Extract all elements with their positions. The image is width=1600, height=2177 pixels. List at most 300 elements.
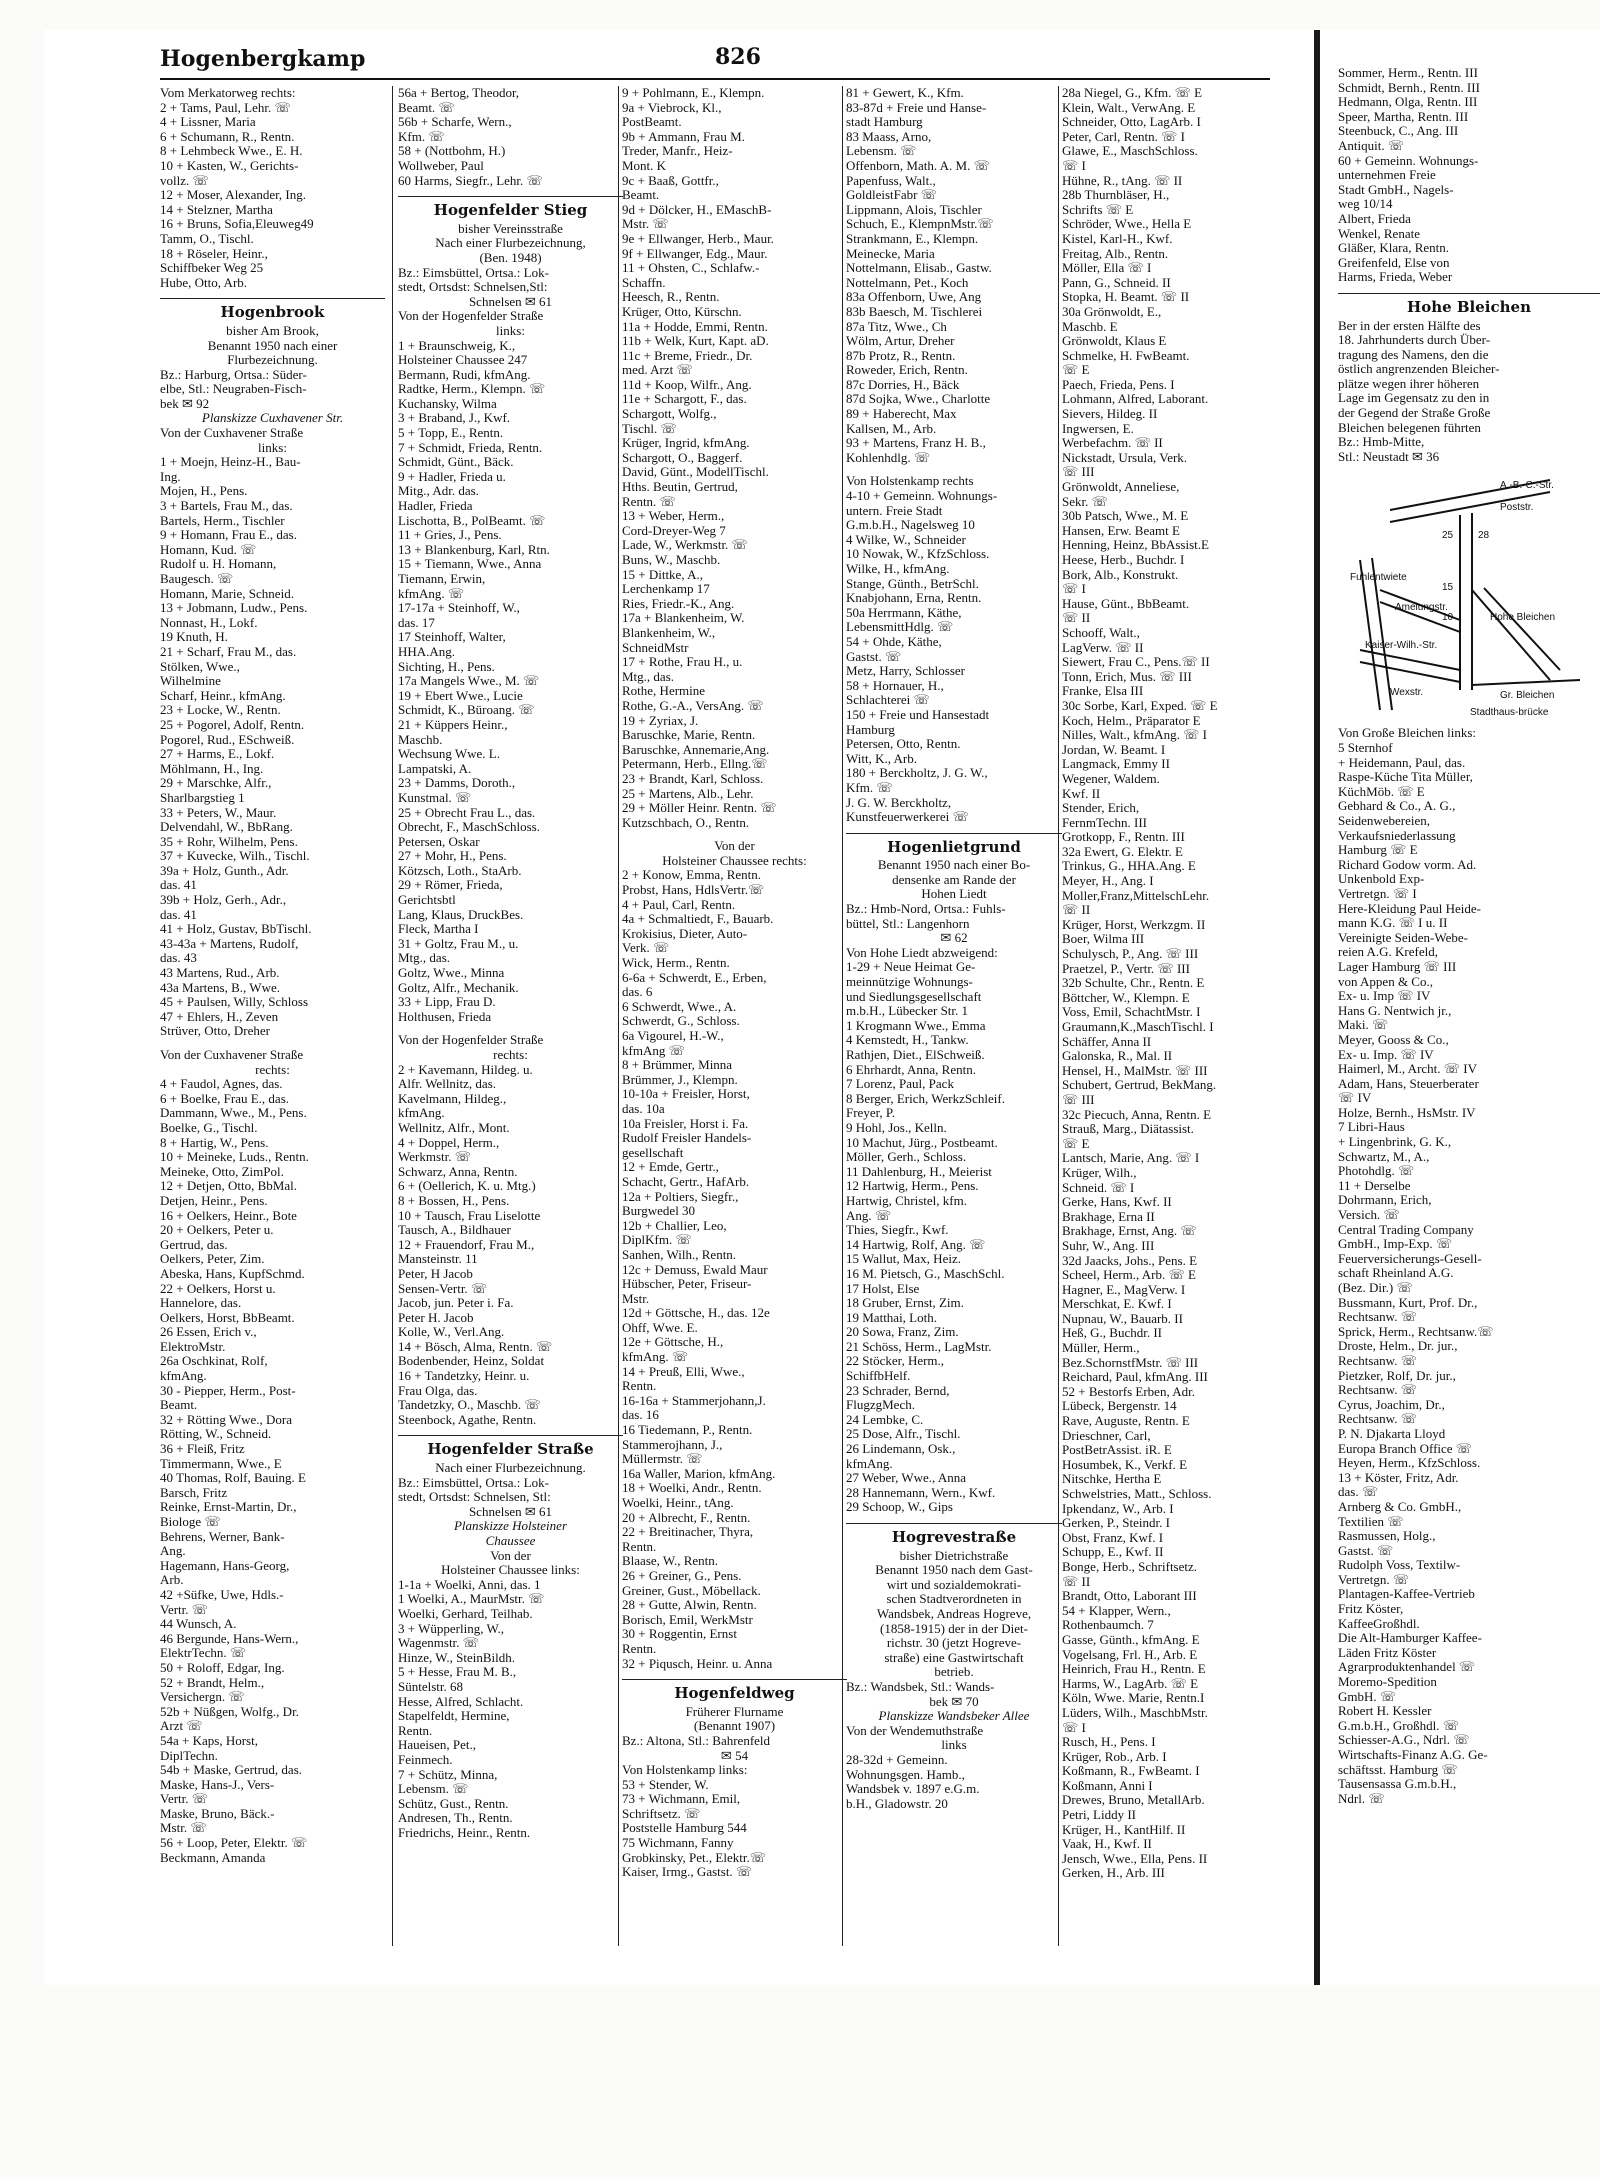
street-heading: Hogrevestraße: [846, 1523, 1062, 1545]
directory-entry: Mstr.: [622, 1291, 650, 1306]
column-divider: [392, 86, 393, 1946]
directory-entry: 23 + Brandt, Karl, Schloss.: [622, 771, 764, 786]
directory-entry: Obst, Franz, Kwf. I: [1062, 1530, 1164, 1545]
directory-entry: 6 Ehrhardt, Anna, Rentn.: [846, 1062, 976, 1077]
column-divider: [618, 86, 619, 1946]
directory-entry: 1 Woelki, A., MaurMstr. ☏: [398, 1592, 545, 1607]
directory-entry: Peter H. Jacob: [398, 1310, 474, 1325]
directory-entry: Robert H. Kessler: [1338, 1704, 1432, 1719]
directory-entry: Gerken, P., Steindr. I: [1062, 1516, 1170, 1531]
directory-entry: 29 + Römer, Frieda,: [398, 878, 503, 893]
directory-entry: Peter, H Jacob: [398, 1266, 473, 1281]
directory-entry: 30c Sorbe, Karl, Exped. ☏ E: [1062, 698, 1218, 713]
directory-entry: Mtg., das.: [398, 951, 450, 966]
directory-entry: Krüger, Horst, Werkzgm. II: [1062, 917, 1206, 932]
directory-entry: 54 + Ohde, Käthe,: [846, 634, 942, 649]
directory-entry: Voss, Emil, SchachtMstr. I: [1062, 1005, 1201, 1020]
directory-entry: 43-43a + Martens, Rudolf,: [160, 936, 299, 951]
directory-entry: Kavelmann, Hildeg.,: [398, 1091, 507, 1106]
directory-entry: 32b Schulte, Chr., Rentn. E: [1062, 976, 1205, 991]
directory-entry: Glawe, E., MaschSchloss.: [1062, 144, 1198, 159]
directory-entry: ☏ II: [1062, 903, 1091, 918]
directory-entry: Wechsung Wwe. L.: [398, 747, 500, 762]
directory-entry: ☏ I: [1062, 158, 1086, 173]
map-label: Hohe Bleichen: [1490, 612, 1556, 624]
directory-entry: 50 + Roloff, Edgar, Ing.: [160, 1660, 285, 1675]
directory-entry: 12 + Detjen, Otto, BbMal.: [160, 1179, 297, 1194]
directory-entry: 14 + Bösch, Alma, Rentn. ☏: [398, 1339, 553, 1354]
directory-entry: Bz.: Harburg, Ortsa.: Süder-: [160, 367, 307, 382]
directory-entry: 9a + Viebrock, Kl.,: [622, 100, 722, 115]
directory-entry: Lischotta, B., PolBeamt. ☏: [398, 513, 546, 528]
directory-entry: 19 Knuth, H.: [160, 630, 228, 645]
directory-entry: 20 + Oelkers, Peter u.: [160, 1223, 274, 1238]
directory-entry: 10 + Tausch, Frau Liselotte: [398, 1208, 541, 1223]
directory-entry: 36 + Fleiß, Fritz: [160, 1442, 245, 1457]
directory-entry: 5 + Topp, E., Rentn.: [398, 426, 504, 441]
directory-entry: Brandt, Otto, Laborant III: [1062, 1589, 1197, 1604]
directory-entry: Versich. ☏: [1338, 1208, 1400, 1223]
directory-entry: 9d + Dölcker, H., EMaschB-: [622, 202, 772, 217]
street-note: rechts:: [493, 1048, 528, 1062]
directory-entry: 45 + Paulsen, Willy, Schloss: [160, 995, 309, 1010]
street-note: straße) eine Gastwirtschaft: [884, 1650, 1024, 1665]
directory-entry: Tonn, Erich, Mus. ☏ III: [1062, 669, 1192, 684]
directory-entry: Schaffn.: [622, 275, 666, 290]
directory-entry: 87c Dorries, H., Bäck: [846, 377, 960, 392]
directory-entry: Sharlbargstieg 1: [160, 790, 245, 805]
directory-entry: Möller, Gerh., Schloss.: [846, 1150, 967, 1165]
directory-entry: 26 Essen, Erich v.,: [160, 1325, 257, 1340]
directory-entry: 9 Hohl, Jos., Kelln.: [846, 1120, 947, 1135]
directory-entry: Cord-Dreyer-Weg 7: [622, 523, 726, 538]
directory-entry: Gerichtsbtl: [398, 893, 456, 908]
directory-entry: Bz.: Altona, Stl.: Bahrenfeld: [622, 1733, 771, 1748]
street-note: links:: [258, 440, 287, 455]
directory-entry: 17a Mangels Wwe., M. ☏: [398, 674, 540, 689]
directory-entry: Krüger, H., KantHilf. II: [1062, 1822, 1186, 1837]
directory-entry: 28 Hannemann, Wern., Kwf.: [846, 1485, 996, 1500]
directory-entry: Rechtsanw. ☏: [1338, 1353, 1417, 1368]
directory-entry: 11c + Breme, Friedr., Dr.: [622, 348, 753, 363]
directory-entry: Mstr. ☏: [160, 1821, 207, 1836]
directory-entry: 8 Berger, Erich, WerkzSchleif.: [846, 1091, 1005, 1106]
directory-entry: Droste, Helm., Dr. jur.,: [1338, 1339, 1458, 1354]
directory-entry: 23 + Locke, W., Rentn.: [160, 703, 281, 718]
directory-entry: Delvendahl, W., BbRang.: [160, 820, 293, 835]
directory-entry: 150 + Freie und Hansestadt: [846, 707, 990, 722]
directory-entry: Roweder, Erich, Rentn.: [846, 363, 968, 378]
directory-entry: Bodenbender, Heinz, Soldat: [398, 1354, 545, 1369]
map-label: Amelungstr.: [1395, 602, 1448, 614]
directory-entry: 20 Sowa, Franz, Zim.: [846, 1325, 959, 1340]
directory-entry: Wirtschafts-Finanz A.G. Ge-: [1338, 1748, 1488, 1762]
directory-entry: Woelki, Heinr., tAng.: [622, 1496, 734, 1510]
directory-entry: SchneidMstr: [622, 640, 689, 655]
directory-entry: Heinrich, Frau H., Rentn. E: [1062, 1662, 1206, 1677]
directory-entry: 42 +Süfke, Uwe, Hdls.-: [160, 1587, 284, 1602]
directory-entry: 11 + Derselbe: [1338, 1178, 1411, 1193]
directory-entry: Henning, Heinz, BbAssist.E: [1062, 538, 1209, 553]
directory-entry: untern. Freie Stadt: [846, 503, 943, 518]
directory-entry: Langmack, Emmy II: [1062, 757, 1170, 772]
directory-entry: Hansen, Erw. Beamt E: [1062, 523, 1180, 538]
directory-entry: Ber in der ersten Hälfte des: [1338, 318, 1481, 333]
directory-entry: 87a Titz, Wwe., Ch: [846, 319, 947, 334]
directory-entry: Grotkopp, F., Rentn. III: [1062, 830, 1185, 845]
directory-entry: 15 Wallut, Max, Heiz.: [846, 1252, 961, 1267]
directory-entry: 87d Sojka, Wwe., Charlotte: [846, 392, 991, 407]
directory-entry: Haimerl, M., Archt. ☏ IV: [1338, 1062, 1478, 1077]
directory-entry: 21 + Scharf, Frau M., das.: [160, 644, 297, 659]
directory-entry: Siewert, Frau C., Pens.☏ II: [1062, 655, 1210, 670]
directory-entry: ☏ II: [1062, 611, 1091, 626]
directory-entry: meinnützige Wohnungs-: [846, 975, 973, 990]
street-note: Von der: [714, 839, 755, 854]
street-note: Früherer Flurname: [685, 1704, 784, 1719]
directory-entry: 13 + Blankenburg, Karl, Rtn.: [398, 542, 550, 557]
directory-entry: 27 + Mohr, H., Pens.: [398, 849, 507, 864]
directory-entry: Grönwoldt, Klaus E: [1062, 334, 1167, 349]
directory-entry: PostBetrAssist. iR. E: [1062, 1443, 1172, 1458]
directory-entry: Bz.: Hmb-Nord, Ortsa.: Fuhls-: [846, 902, 1006, 917]
street-map-svg: [1350, 470, 1590, 720]
directory-entry: Treder, Manfr., Heiz-: [622, 144, 733, 159]
directory-entry: Kfm. ☏: [398, 129, 445, 144]
directory-entry: Richard Godow vorm. Ad.: [1338, 857, 1477, 872]
directory-entry: 22 + Breitinacher, Thyra,: [622, 1525, 754, 1540]
directory-entry: Kutzschbach, O., Rentn.: [622, 815, 750, 830]
directory-entry: 16-16a + Stammerjohann,J.: [622, 1393, 766, 1408]
directory-entry: G.m.b.H., Großhdl. ☏: [1338, 1718, 1459, 1733]
directory-entry: Scharf, Heinr., kfmAng.: [160, 688, 286, 703]
directory-entry: Wölm, Artur, Dreher: [846, 334, 955, 349]
directory-entry: Tausensassa G.m.b.H.,: [1338, 1777, 1457, 1792]
directory-entry: Steenbuck, C., Ang. III: [1338, 124, 1459, 139]
directory-entry: Brümmer, J., Klempn.: [622, 1072, 738, 1087]
directory-entry: 60 + Gemeinn. Wohnungs-: [1338, 153, 1479, 168]
directory-entry: Beamt. ☏: [398, 100, 455, 115]
directory-entry: Frau Olga, das.: [398, 1383, 478, 1398]
directory-entry: Lübeck, Bergenstr. 14: [1062, 1399, 1177, 1414]
directory-entry: Europa Branch Office ☏: [1338, 1441, 1473, 1456]
directory-entry: ☏ I: [1062, 582, 1086, 597]
directory-entry: 87b Protz, R., Rentn.: [846, 348, 956, 363]
directory-entry: ☏ II: [1062, 1574, 1091, 1589]
directory-entry: 17a + Blankenheim, W.: [622, 611, 745, 626]
street-note: (Ben. 1948): [479, 250, 542, 265]
directory-entry: Hans G. Nentwich jr.,: [1338, 1003, 1452, 1018]
directory-entry: Goltz, Wwe., Minna: [398, 966, 505, 981]
directory-entry: Goltz, Alfr., Mechanik.: [398, 980, 519, 995]
block-separator: [398, 1024, 623, 1033]
directory-entry: 28a Niegel, G., Kfm. ☏ E: [1062, 86, 1203, 100]
directory-entry: Rothe, G.-A., VersAng. ☏: [622, 698, 764, 713]
directory-entry: das. 17: [398, 615, 435, 630]
directory-entry: Lerchenkamp 17: [622, 582, 710, 597]
directory-entry: Rothe, Hermine: [622, 684, 706, 699]
directory-entry: 12d + Göttsche, H., das. 12e: [622, 1306, 770, 1321]
directory-entry: 58 + (Nottbohm, H.): [398, 144, 506, 159]
directory-entry: Drieschner, Carl,: [1062, 1428, 1151, 1443]
directory-entry: Kötzsch, Loth., StaArb.: [398, 863, 522, 878]
directory-entry: Hartwig, Christel, kfm.: [846, 1193, 967, 1208]
block-separator: [160, 1039, 385, 1048]
directory-entry: 14 + Preuß, Elli, Wwe.,: [622, 1364, 745, 1379]
directory-entry: Ries, Friedr.-K., Ang.: [622, 596, 735, 611]
street-note: (Benannt 1907): [693, 1719, 776, 1734]
directory-entry: Hühne, R., tAng. ☏ II: [1062, 173, 1183, 188]
directory-entry: Nitschke, Hertha E: [1062, 1472, 1162, 1487]
directory-entry: Seidenwebereien,: [1338, 814, 1431, 828]
facing-page: [1320, 30, 1600, 1985]
directory-entry: Plantagen-Kaffee-Vertrieb: [1338, 1587, 1475, 1602]
directory-entry: 8 + Lehmbeck Wwe., E. H.: [160, 144, 303, 159]
directory-entry: Krüger, Otto, Kürschn.: [622, 304, 742, 319]
directory-entry: Rentn.: [398, 1723, 433, 1738]
directory-entry: Holsteiner Chaussee 247: [398, 353, 528, 368]
directory-entry: Wegener, Waldem.: [1062, 771, 1160, 786]
directory-entry: 37 + Kuvecke, Wilh., Tischl.: [160, 849, 310, 864]
directory-entry: Schütz, Gust., Rentn.: [398, 1796, 509, 1811]
directory-entry: Wilhelmine: [160, 674, 221, 689]
directory-entry: 18 + Woelki, Andr., Rentn.: [622, 1481, 762, 1496]
map-label: Fuhlentwiete: [1350, 572, 1407, 584]
directory-entry: Schargott, O., Baggerf.: [622, 450, 743, 465]
directory-entry: Buns, W., Maschb.: [622, 553, 721, 567]
directory-entry: Kunstmal. ☏: [398, 790, 472, 805]
directory-entry: 21 + Küppers Heinr.,: [398, 717, 508, 732]
directory-entry: 2 + Kavemann, Hildeg. u.: [398, 1062, 533, 1077]
directory-entry: Hensel, H., MalMstr. ☏ III: [1062, 1063, 1208, 1078]
directory-entry: Jensch, Wwe., Ella, Pens. II: [1062, 1851, 1208, 1866]
street-note: (1858-1915) der in der Diet-: [879, 1621, 1028, 1636]
directory-entry: Scheel, Herm., Arb. ☏ E: [1062, 1268, 1196, 1283]
street-sketch-map: [1350, 470, 1590, 720]
street-note: Benannt 1950 nach einer Bo-: [877, 858, 1031, 873]
directory-entry: Nickstadt, Ursula, Verk.: [1062, 450, 1188, 465]
directory-entry: Thies, Siegfr., Kwf.: [846, 1223, 949, 1238]
directory-entry: Petersen, Oskar: [398, 834, 480, 849]
directory-entry: Schneider, Otto, LagArb. I: [1062, 115, 1201, 130]
directory-entry: Gerke, Hans, Kwf. II: [1062, 1195, 1172, 1210]
directory-entry: Maschb. E: [1062, 319, 1118, 334]
directory-entry: 4 + Lissner, Maria: [160, 115, 256, 130]
directory-entry: 20 + Albrecht, F., Rentn.: [622, 1510, 751, 1525]
directory-entry: Agrarproduktenhandel ☏: [1338, 1660, 1476, 1675]
directory-entry: FlugzgMech.: [846, 1398, 915, 1413]
directory-entry: Knabjohann, Erna, Rentn.: [846, 591, 982, 606]
directory-entry: 28-32d + Gemeinn.: [846, 1752, 948, 1767]
directory-entry: 17 Steinhoff, Walter,: [398, 630, 506, 645]
directory-entry: GmbH. ☏: [1338, 1689, 1397, 1704]
directory-entry: 53 + Stender, W.: [622, 1777, 709, 1792]
directory-entry: Merschkat, E. Kwf. I: [1062, 1297, 1172, 1312]
directory-entry: Alfr. Wellnitz, das.: [398, 1077, 497, 1092]
directory-entry: 5 Sternhof: [1338, 741, 1393, 756]
directory-entry: m.b.H., Lübecker Str. 1: [846, 1004, 969, 1019]
directory-entry: Schacht, Gertr., HafArb.: [622, 1174, 750, 1189]
street-note: schen Stadtverordneten in: [886, 1592, 1022, 1607]
directory-entry: 4a + Schmaltiedt, F., Bauarb.: [622, 912, 774, 927]
directory-entry: das. ☏: [1338, 1485, 1379, 1500]
directory-entry: 32 + Piqusch, Heinr. u. Anna: [622, 1656, 773, 1671]
directory-entry: 7 Libri-Haus: [1338, 1120, 1405, 1135]
directory-entry: Ipkendanz, W., Arb. I: [1062, 1501, 1174, 1516]
directory-entry: ☏ IV: [1338, 1091, 1372, 1106]
directory-entry: Sensen-Vertr. ☏: [398, 1281, 488, 1296]
directory-entry: 29 Schoop, W., Gips: [846, 1500, 953, 1515]
directory-entry: Dohrmann, Erich,: [1338, 1193, 1432, 1208]
directory-entry: Central Trading Company: [1338, 1222, 1474, 1237]
directory-entry: Jordan, W. Beamt. I: [1062, 742, 1166, 757]
directory-entry: Oelkers, Horst, BbBeamt.: [160, 1310, 295, 1325]
directory-entry: Koßmann, R., FwBeamt. I: [1062, 1764, 1200, 1779]
directory-entry: 28 + Gutte, Alwin, Rentn.: [622, 1598, 757, 1613]
directory-entry: LebensmittHdlg. ☏: [846, 620, 954, 635]
directory-entry: Krüger, Rob., Arb. I: [1062, 1749, 1167, 1764]
directory-entry: 30b Patsch, Wwe., M. E: [1062, 509, 1189, 524]
directory-entry: Gertrud, das.: [160, 1237, 228, 1252]
directory-entry: P. N. Djakarta Lloyd: [1338, 1426, 1446, 1441]
directory-entry: 6 + Schumann, R., Rentn.: [160, 129, 295, 144]
directory-entry: 40 Thomas, Rolf, Bauing. E: [160, 1471, 307, 1486]
street-heading: Hogenfelder Straße: [398, 1435, 623, 1457]
map-label: Kaiser-Wilh.-Str.: [1365, 640, 1438, 652]
directory-entry: 17-17a + Steinhoff, W.,: [398, 601, 520, 616]
directory-entry: Die Alt-Hamburger Kaffee-: [1338, 1631, 1482, 1646]
directory-entry: 6 Schwerdt, Wwe., A.: [622, 999, 737, 1014]
street-heading: Hogenlietgrund: [846, 833, 1062, 855]
directory-entry: 29 + Marschke, Alfr.,: [160, 776, 272, 791]
map-label: 15: [1442, 582, 1454, 594]
directory-entry: Trinkus, G., HHA.Ang. E: [1062, 859, 1196, 874]
directory-entry: Rentn.: [622, 1379, 657, 1394]
directory-entry: kfmAng. ☏: [398, 586, 465, 601]
directory-entry: Schiesser-A.G., Ndrl. ☏: [1338, 1733, 1470, 1748]
directory-entry: 43 Martens, Rud., Arb.: [160, 966, 280, 981]
directory-entry: Papenfuss, Walt.,: [846, 173, 936, 188]
directory-entry: Arb.: [160, 1573, 184, 1588]
directory-entry: ☏ I: [1062, 1720, 1086, 1735]
directory-entry: 54b + Maske, Gertrud, das.: [160, 1763, 302, 1778]
directory-entry: kfmAng.: [846, 1456, 893, 1471]
street-heading: Hogenfelder Stieg: [398, 196, 623, 218]
directory-entry: Hube, Otto, Arb.: [160, 275, 248, 290]
directory-entry: Suhr, W., Ang. III: [1062, 1238, 1155, 1253]
directory-entry: 35 + Rohr, Wilhelm, Pens.: [160, 834, 298, 849]
directory-entry: 18 Gruber, Ernst, Zim.: [846, 1296, 964, 1311]
directory-entry: 83 Maass, Arno,: [846, 129, 932, 144]
street-note: Benannt 1950 nach einer: [207, 338, 338, 353]
directory-entry: 9 + Homann, Frau E., das.: [160, 528, 297, 543]
directory-entry: Tandetzky, O., Maschb. ☏: [398, 1398, 541, 1413]
street-note: Nach einer Flurbezeichnung,: [435, 236, 586, 251]
directory-entry: 13 + Jobmann, Ludw., Pens.: [160, 601, 308, 616]
directory-entry: Sommer, Herm., Rentn. III: [1338, 66, 1478, 80]
directory-entry: 26 Lindemann, Osk.,: [846, 1442, 956, 1457]
map-label: Stadthaus-brücke: [1470, 707, 1549, 719]
street-note: links:: [496, 323, 525, 338]
directory-entry: Schooff, Walt.,: [1062, 625, 1140, 640]
directory-entry: kfmAng. ☏: [622, 1350, 689, 1365]
directory-column-1: [160, 86, 385, 1865]
directory-entry: Schmelke, H. FwBeamt.: [1062, 348, 1190, 363]
directory-entry: 24 Lembke, C.: [846, 1412, 924, 1427]
directory-entry: Gasse, Günth., kfmAng. E: [1062, 1632, 1200, 1647]
directory-entry: Schrifts ☏ E: [1062, 202, 1134, 217]
directory-entry: Schubert, Gertrud, BekMang.: [1062, 1078, 1217, 1093]
directory-entry: Vereinigte Seiden-Webe-: [1338, 930, 1468, 945]
directory-entry: 4 Wilke, W., Schneider: [846, 532, 966, 547]
directory-entry: Textilien ☏: [1338, 1514, 1404, 1529]
directory-entry: 23 + Damms, Doroth.,: [398, 776, 516, 791]
directory-entry: Meinecke, Maria: [846, 246, 935, 261]
directory-entry: Praetzel, P., Vertr. ☏ III: [1062, 961, 1190, 976]
directory-entry: KüchMöb. ☏ E: [1338, 784, 1425, 799]
directory-entry: Feuerversicherungs-Gesell-: [1338, 1251, 1482, 1266]
directory-entry: 1-29 + Neue Heimat Ge-: [846, 960, 976, 975]
directory-entry: Sekr. ☏: [1062, 494, 1108, 509]
street-note: rechts:: [255, 1062, 290, 1077]
directory-entry: Ing.: [160, 469, 181, 484]
directory-entry: Wilke, H., kfmAng.: [846, 562, 950, 576]
directory-entry: Heese, Herb., Buchdr. I: [1062, 553, 1185, 567]
directory-entry: Beckmann, Amanda: [160, 1850, 266, 1865]
directory-entry: 25 + Martens, Alb., Lehr.: [622, 786, 754, 801]
directory-entry: Lebensm. ☏: [398, 1782, 469, 1797]
directory-entry: Hedmann, Olga, Rentn. III: [1338, 95, 1478, 110]
directory-entry: Nottelmann, Elisab., Gastw.: [846, 261, 992, 276]
directory-entry: 3 + Wüpperling, W.,: [398, 1621, 505, 1636]
directory-entry: Schneid. ☏ I: [1062, 1180, 1135, 1195]
directory-entry: ElektroMstr.: [160, 1339, 226, 1354]
directory-entry: Petersen, Otto, Rentn.: [846, 737, 961, 752]
directory-entry: Sichting, H., Pens.: [398, 659, 495, 674]
directory-entry: Blaase, W., Rentn.: [622, 1554, 719, 1569]
directory-entry: 6-6a + Schwerdt, E., Erben,: [622, 970, 767, 985]
directory-entry: 12 + Emde, Gertr.,: [622, 1160, 719, 1175]
street-note: bisher Dietrichstraße: [899, 1548, 1009, 1563]
directory-entry: Baruschke, Marie, Rentn.: [622, 728, 756, 743]
directory-entry: 26 + Greiner, G., Pens.: [622, 1568, 742, 1583]
directory-entry: Bz.: Hmb-Mitte,: [1338, 435, 1425, 450]
directory-entry: plätze wegen ihrer höheren: [1338, 376, 1480, 391]
directory-entry: Wandsbek v. 1897 e.G.m.: [846, 1782, 980, 1797]
directory-entry: Mont. K: [622, 158, 667, 173]
directory-entry: östlich angrenzenden Bleicher-: [1338, 362, 1500, 377]
directory-entry: 29 + Möller Heinr. Rentn. ☏: [622, 801, 777, 816]
directory-entry: Friedrichs, Heinr., Rentn.: [398, 1825, 531, 1840]
directory-entry: ☏ III: [1062, 465, 1095, 480]
directory-entry: Ex- u. Imp. ☏ IV: [1338, 1047, 1434, 1062]
street-note: links: [941, 1738, 967, 1753]
directory-entry: Bz.: Eimsbüttel, Ortsa.: Lok-: [398, 265, 549, 280]
directory-entry: Boelke, G., Tischl.: [160, 1120, 258, 1135]
directory-entry: 8 + Brümmer, Minna: [622, 1058, 733, 1073]
directory-entry: 11b + Welk, Kurt, Kapt. aD.: [622, 334, 769, 349]
directory-entry: 180 + Berckholtz, J. G. W.,: [846, 766, 988, 781]
directory-entry: 11 Dahlenburg, H., Meierist: [846, 1164, 992, 1179]
directory-entry: von Appen & Co.,: [1338, 974, 1433, 989]
directory-entry: Kfm. ☏: [846, 780, 893, 795]
directory-entry: büttel, Stl.: Langenhorn: [846, 916, 970, 931]
directory-entry: Hagemann, Hans-Georg,: [160, 1558, 290, 1573]
directory-entry: Bleichen belegenen führten: [1338, 420, 1481, 435]
directory-entry: Cyrus, Joachim, Dr.,: [1338, 1397, 1445, 1412]
directory-entry: Lüders, Wilh., MaschbMstr.: [1062, 1705, 1208, 1720]
directory-entry: Von der Wendemuthstraße: [846, 1723, 984, 1738]
